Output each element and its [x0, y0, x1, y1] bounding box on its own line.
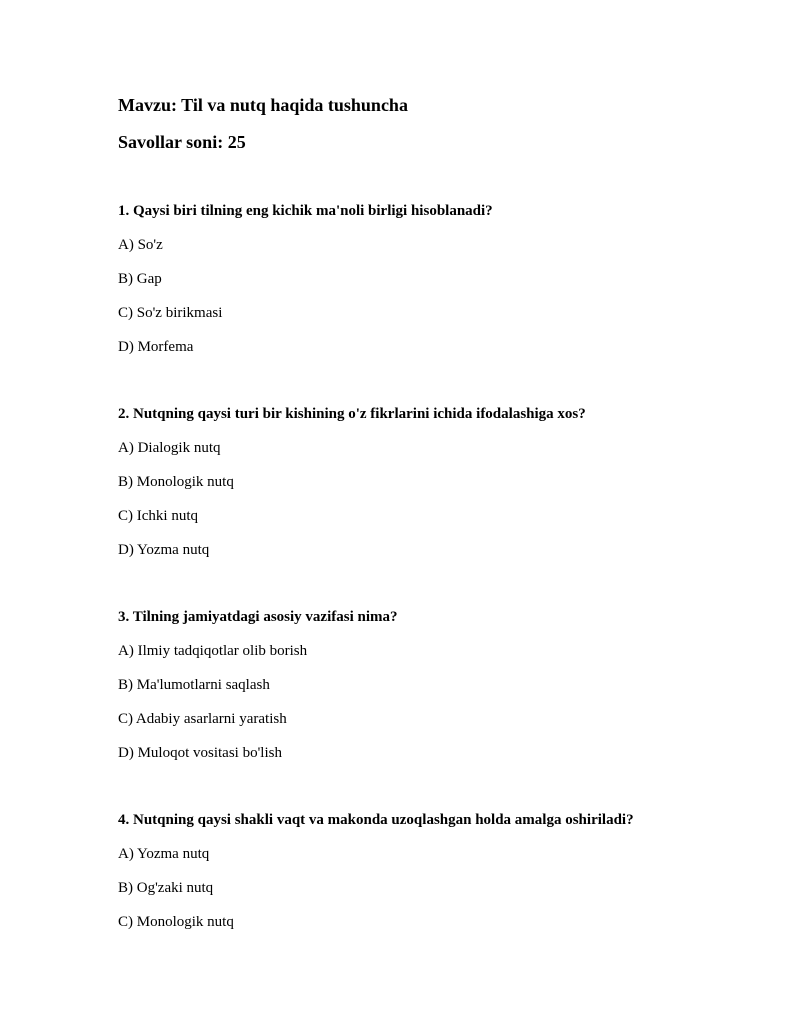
- answer-option: D) Muloqot vositasi bo'lish: [118, 745, 282, 761]
- question-count-heading: Savollar soni: 25: [118, 132, 246, 152]
- answer-option: A) Dialogik nutq: [118, 440, 221, 456]
- question-title: 2. Nutqning qaysi turi bir kishining o'z fikrlarini ichida ifodalashiga xos?: [118, 406, 586, 422]
- question-title: 3. Tilning jamiyatdagi asosiy vazifasi nima?: [118, 609, 398, 625]
- question-block: [118, 607, 738, 763]
- document-content: [118, 93, 738, 946]
- answer-option: B) Og'zaki nutq: [118, 880, 214, 896]
- answer-option: A) So'z: [118, 237, 163, 253]
- question-spacer: [118, 574, 738, 607]
- question-block: [118, 201, 738, 357]
- answer-option: B) Monologik nutq: [118, 474, 234, 490]
- question-spacer: [118, 371, 738, 404]
- topic-heading: Mavzu: Til va nutq haqida tushuncha: [118, 95, 408, 115]
- question-spacer: [118, 777, 738, 810]
- answer-option: B) Ma'lumotlarni saqlash: [118, 677, 270, 693]
- answer-option: A) Yozma nutq: [118, 846, 210, 862]
- question-title: 4. Nutqning qaysi shakli vaqt va makonda uzoqlashgan holda amalga oshiriladi?: [118, 812, 634, 828]
- answer-option: C) Monologik nutq: [118, 914, 234, 930]
- answer-option: D) Morfema: [118, 339, 194, 355]
- answer-option: C) Adabiy asarlarni yaratish: [118, 711, 287, 727]
- question-block: [118, 404, 738, 560]
- answer-option: B) Gap: [118, 271, 162, 287]
- answer-option: C) So'z birikmasi: [118, 305, 223, 321]
- answer-option: D) Yozma nutq: [118, 542, 210, 558]
- question-block: [118, 810, 738, 932]
- answer-option: A) Ilmiy tadqiqotlar olib borish: [118, 643, 308, 659]
- answer-option: C) Ichki nutq: [118, 508, 198, 524]
- question-title: 1. Qaysi biri tilning eng kichik ma'noli birligi hisoblanadi?: [118, 203, 493, 219]
